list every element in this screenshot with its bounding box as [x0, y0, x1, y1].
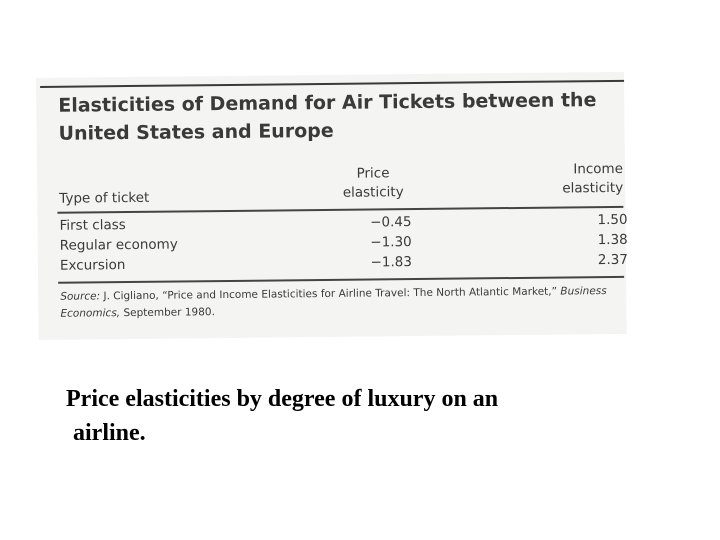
header-price-line1: Price: [356, 165, 390, 182]
row-price-elasticity: −1.30: [370, 234, 412, 251]
caption-line1: Price elasticities by degree of luxury on an: [66, 386, 499, 412]
header-type-of-ticket: Type of ticket: [59, 189, 150, 207]
header-income-line2: elasticity: [562, 179, 624, 197]
slide-caption: [66, 382, 686, 450]
scanned-table-figure: [36, 72, 627, 340]
table-title: [58, 86, 599, 148]
table-title-line2: United States and Europe: [58, 119, 334, 145]
source-journal-part2: Economics,: [60, 307, 121, 320]
row-income-elasticity: 2.37: [597, 251, 629, 269]
table-title-line1: Elasticities of Demand for Air Tickets between the: [58, 89, 597, 117]
source-journal-part1: Business: [560, 285, 607, 298]
header-price-elasticity: [333, 164, 413, 203]
header-income-line1: Income: [573, 160, 624, 178]
caption-line2: airline.: [73, 420, 146, 446]
source-note: [60, 283, 620, 323]
row-price-elasticity: −1.83: [370, 254, 413, 271]
row-income-elasticity: 1.50: [597, 211, 628, 229]
header-price-line2: elasticity: [342, 184, 404, 201]
bottom-rule: [58, 276, 624, 283]
row-price-elasticity: −0.45: [370, 214, 412, 231]
source-date: September 1980.: [120, 306, 215, 320]
row-type: Excursion: [59, 257, 126, 274]
row-type: Regular economy: [59, 236, 178, 254]
row-income-elasticity: 1.38: [597, 231, 628, 249]
source-text: J. Cigliano, “Price and Income Elasticities for Airline Travel: The North Atlantic Market,”: [100, 285, 561, 303]
header-income-elasticity: [547, 160, 623, 199]
source-label: Source:: [60, 290, 101, 303]
row-type: First class: [59, 217, 126, 234]
